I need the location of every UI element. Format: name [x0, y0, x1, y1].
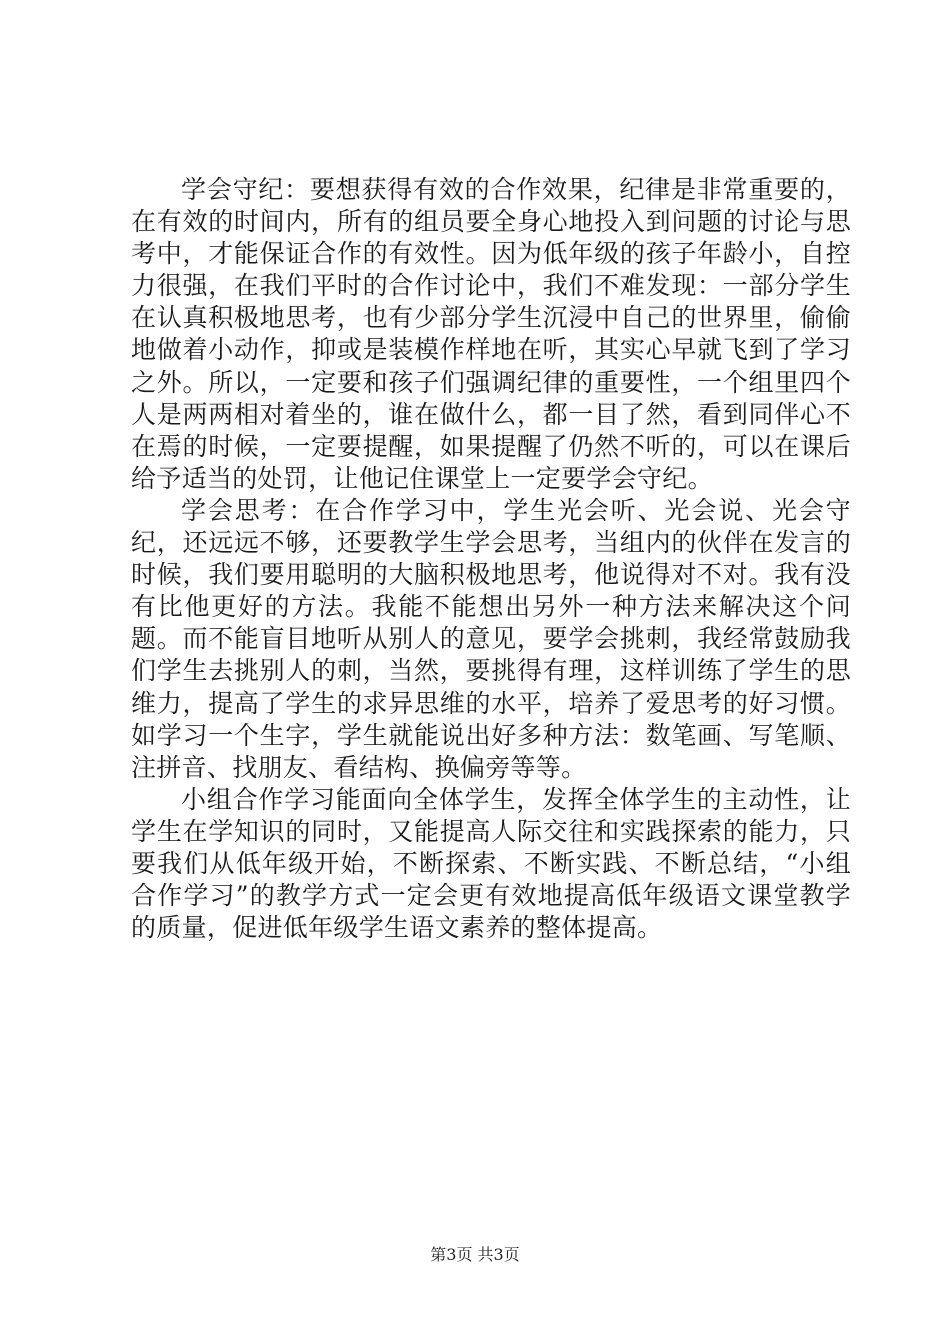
paragraph-thinking: 学会思考：在合作学习中，学生光会听、光会说、光会守纪，还远远不够，还要教学生学会思考，当组内的伙伴在发言的时候，我们要用聪明的大脑积极地思考，他说得对不对。我有没有比他更好的方法。我能不能想出另外一种方法来解决这个问题。而不能盲目地听从别人的意见，要学会挑刺，我经常鼓励我们学生去挑别人的刺，当然，要挑得有理，这样训练了学生的思维力，提高了学生的求异思维的水平，培养了爱思考的好习惯。如学习一个生字，学生就能说出好多种方法：数笔画、写笔顺、注拼音、找朋友、看结构、换偏旁等等。 — [131, 495, 851, 782]
document-body — [131, 174, 851, 944]
paragraph-discipline: 学会守纪：要想获得有效的合作效果，纪律是非常重要的，在有效的时间内，所有的组员要全身心地投入到问题的讨论与思考中，才能保证合作的有效性。因为低年级的孩子年龄小，自控力很强，在我们平时的合作讨论中，我们不难发现：一部分学生在认真积极地思考，也有少部分学生沉浸中自己的世界里，偷偷地做着小动作，抑或是装模作样地在听，其实心早就飞到了学习之外。所以，一定要和孩子们强调纪律的重要性，一个组里四个人是两两相对着坐的，谁在做什么，都一目了然，看到同伴心不在焉的时候，一定要提醒，如果提醒了仍然不听的，可以在课后给予适当的处罚，让他记住课堂上一定要学会守纪。 — [131, 175, 851, 493]
paragraph-conclusion: 小组合作学习能面向全体学生，发挥全体学生的主动性，让学生在学知识的同时，又能提高人际交往和实践探索的能力，只要我们从低年级开始，不断探索、不断实践、不断总结，“小组合作学习”的教学方式一定会更有效地提高低年级语文课堂教学的质量，促进低年级学生语文素养的整体提高。 — [131, 784, 851, 943]
page-number-footer: 第3页 共3页 — [430, 1245, 520, 1264]
